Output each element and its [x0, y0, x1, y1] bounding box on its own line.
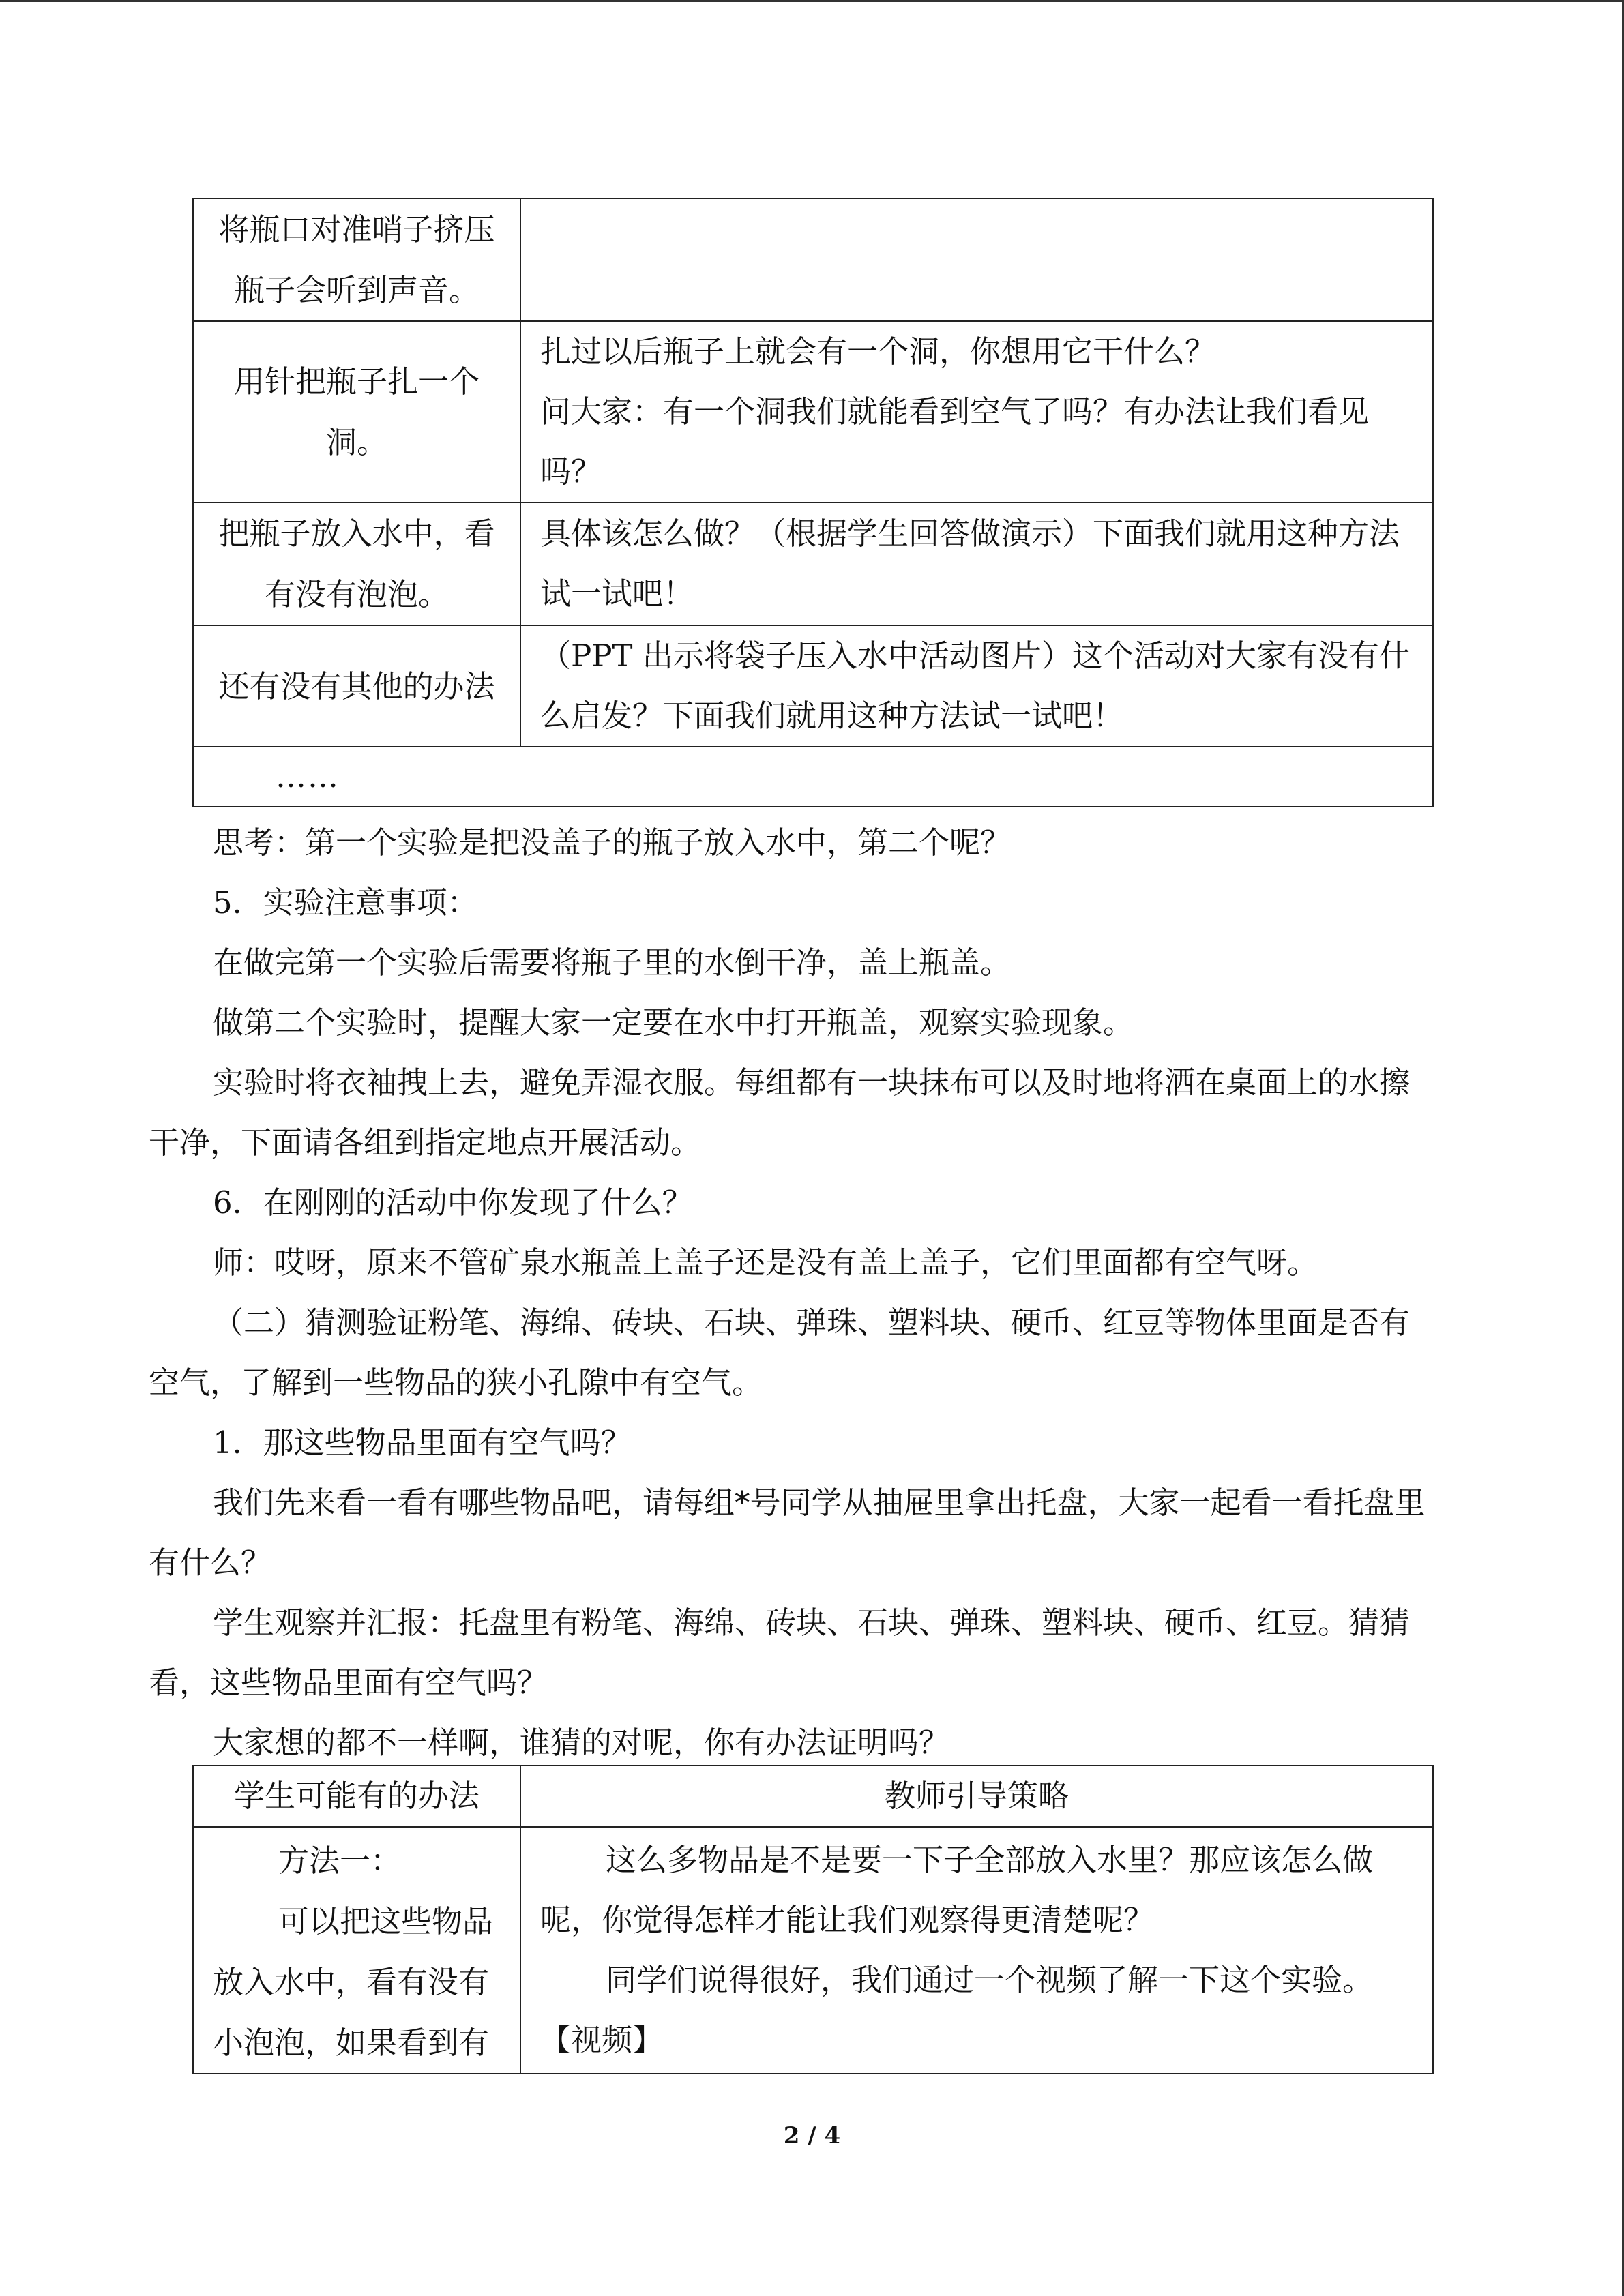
- teacher-strategy-cell: [520, 321, 1433, 503]
- table-row: [193, 1827, 1433, 2074]
- teacher-strategy-cell: [520, 198, 1433, 321]
- table-row: [193, 747, 1433, 807]
- strategy-text: 扎过以后瓶子上就会有一个洞，你想用它干什么？: [540, 333, 1216, 370]
- table-row: [193, 503, 1433, 625]
- strategy-text: 这么多物品是不是要一下子全部放入水里？那应该怎么做呢，你觉得怎样才能让我们观察得更清楚呢？: [540, 1842, 1374, 1938]
- table-header-row: [193, 1765, 1433, 1827]
- note-paragraph: 做第二个实验时，提醒大家一定要在水中打开瓶盖，观察实验现象。: [213, 1004, 1134, 1041]
- strategy-table: [192, 1765, 1434, 2074]
- item-5-heading: 5．实验注意事项：: [213, 884, 478, 921]
- method-title: 方法一：: [278, 1843, 402, 1879]
- strategy-text: （PPT 出示将袋子压入水中活动图片）这个活动对大家有没有什么启发？下面我们就用这种方法试一试吧！: [540, 638, 1410, 734]
- table-row: [193, 625, 1433, 747]
- teacher-strategy-cell: [520, 1827, 1433, 2074]
- table-row: [193, 321, 1433, 503]
- section-2-heading: （二）猜测验证粉笔、海绵、砖块、石块、弹珠、塑料块、硬币、红豆等物体里面是否有空气，了解到一些物品的狭小孔隙中有空气。: [149, 1304, 1411, 1401]
- student-method-cell: [193, 1827, 520, 2074]
- note-paragraph: 实验时将衣袖拽上去，避免弄湿衣服。每组都有一块抹布可以及时地将洒在桌面上的水擦干净，下面请各组到指定地点开展活动。: [149, 1064, 1411, 1161]
- method-text: 可以把这些物品放入水中，看有没有小泡泡，如果看到有: [213, 1903, 494, 2061]
- think-paragraph: 思考：第一个实验是把没盖子的瓶子放入水中，第二个呢？: [213, 824, 1012, 861]
- lesson-body: [149, 813, 1438, 1773]
- look-paragraph: 我们先来看一看有哪些物品吧，请每组*号同学从抽屉里拿出托盘，大家一起看一看托盘里有什么？: [149, 1485, 1426, 1581]
- activity-table: [192, 198, 1434, 807]
- strategy-text: 同学们说得很好，我们通过一个视频了解一下这个实验。【视频】: [540, 1962, 1374, 2058]
- item-6-heading: 6．在刚刚的活动中你发现了什么？: [213, 1184, 693, 1221]
- student-method-cell: 把瓶子放入水中，看有没有泡泡。: [193, 503, 520, 625]
- strategy-text: 问大家：有一个洞我们就能看到空气了吗？有办法让我们看见吗？: [540, 393, 1370, 490]
- different-paragraph: 大家想的都不一样啊，谁猜的对呢，你有办法证明吗？: [213, 1725, 950, 1761]
- student-method-cell: 还有没有其他的办法: [193, 625, 520, 747]
- ellipsis-cell: ……: [193, 747, 1433, 807]
- report-paragraph: 学生观察并汇报：托盘里有粉笔、海绵、砖块、石块、弹珠、塑料块、硬币、红豆。猜猜看，这些物品里面有空气吗？: [149, 1605, 1411, 1701]
- header-teacher-strategy: 教师引导策略: [520, 1765, 1433, 1827]
- student-method-cell: 用针把瓶子扎一个洞。: [193, 321, 520, 503]
- teacher-strategy-cell: [520, 625, 1433, 747]
- student-method-cell: 将瓶口对准哨子挤压瓶子会听到声音。: [193, 198, 520, 321]
- note-paragraph: 在做完第一个实验后需要将瓶子里的水倒干净，盖上瓶盖。: [213, 944, 1012, 981]
- strategy-text: 具体该怎么做？（根据学生回答做演示）下面我们就用这种方法试一试吧！: [540, 516, 1400, 612]
- teacher-paragraph: 师：哎呀，原来不管矿泉水瓶盖上盖子还是没有盖上盖子，它们里面都有空气呀。: [213, 1244, 1318, 1281]
- page-number: 2 / 4: [783, 2122, 841, 2149]
- header-student-method: 学生可能有的办法: [193, 1765, 520, 1827]
- table-row: [193, 198, 1433, 321]
- page-top-border: [0, 0, 1624, 2]
- item-1-heading: 1．那这些物品里面有空气吗？: [213, 1425, 632, 1461]
- teacher-strategy-cell: [520, 503, 1433, 625]
